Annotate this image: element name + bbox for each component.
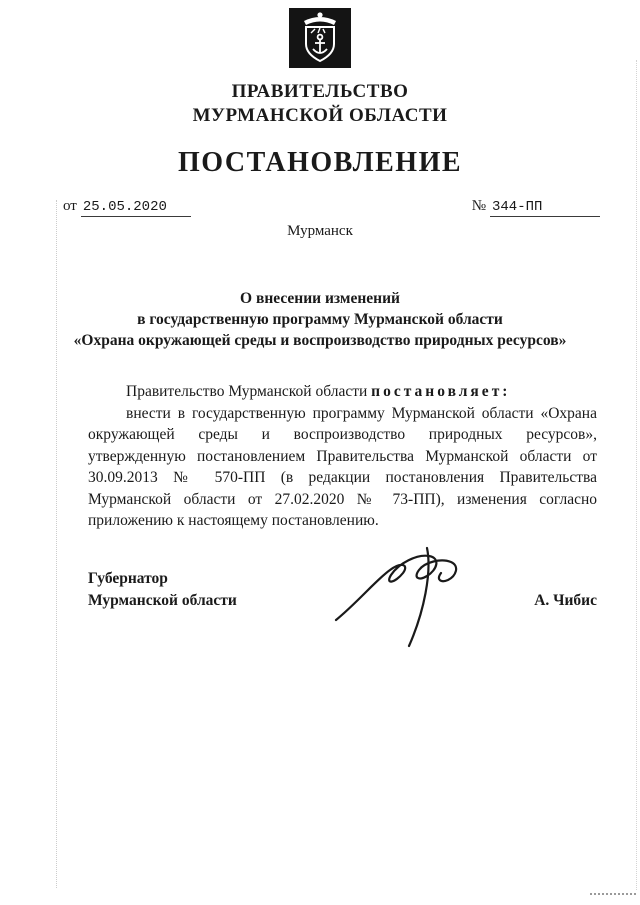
date-label: от: [63, 198, 77, 214]
scan-edge-left-artifact: [56, 200, 57, 888]
document-title: [0, 288, 640, 351]
date-value: 25.05.2020: [81, 199, 191, 217]
scan-mark-bottom-right-artifact: [590, 893, 636, 895]
signer-position-line1: Губернатор: [88, 569, 168, 587]
org-name-line1: ПРАВИТЕЛЬСТВО: [231, 81, 409, 102]
coat-of-arms-icon: [289, 8, 351, 68]
signature-block: [88, 568, 597, 698]
number-label: №: [471, 198, 486, 214]
body-paragraph-1: [88, 381, 597, 403]
document-body: [88, 381, 597, 532]
signer-position: [88, 568, 237, 612]
document-type-heading: ПОСТАНОВЛЕНИЕ: [177, 147, 463, 178]
body-paragraph-2: внести в государственную программу Мурманской области «Охрана окружающей среды и воспроизводство природных ресурсов», утвержденную постановлением Правительства Мурманской области от 30.09.2013 № 570-ПП (в редакции постановления Правительства Мурманской области от 27.02.2020 № 73-ПП), изменения согласно приложению к настоящему постановлению.: [88, 404, 597, 529]
org-name: [0, 80, 640, 128]
scan-edge-right-artifact: [636, 60, 637, 890]
document-title-line2: в государственную программу Мурманской области: [137, 311, 503, 328]
org-name-line2: МУРМАНСКОЙ ОБЛАСТИ: [192, 105, 448, 126]
number-value: 344-ПП: [490, 199, 600, 217]
paragraph1-text: Правительство Мурманской области: [126, 383, 372, 400]
document-title-line3: «Охрана окружающей среды и воспроизводство природных ресурсов»: [73, 332, 567, 349]
number-field: [472, 198, 600, 217]
meta-row: [63, 198, 600, 217]
signer-name: А. Чибис: [534, 591, 597, 609]
city-label: Мурманск: [287, 223, 353, 239]
signer-position-line2: Мурманской области: [88, 591, 237, 609]
signature-flourish-icon: [330, 540, 480, 652]
date-field: [63, 198, 191, 217]
paragraph1-verb: постановляет:: [371, 383, 511, 400]
document-title-line1: О внесении изменений: [240, 290, 400, 307]
